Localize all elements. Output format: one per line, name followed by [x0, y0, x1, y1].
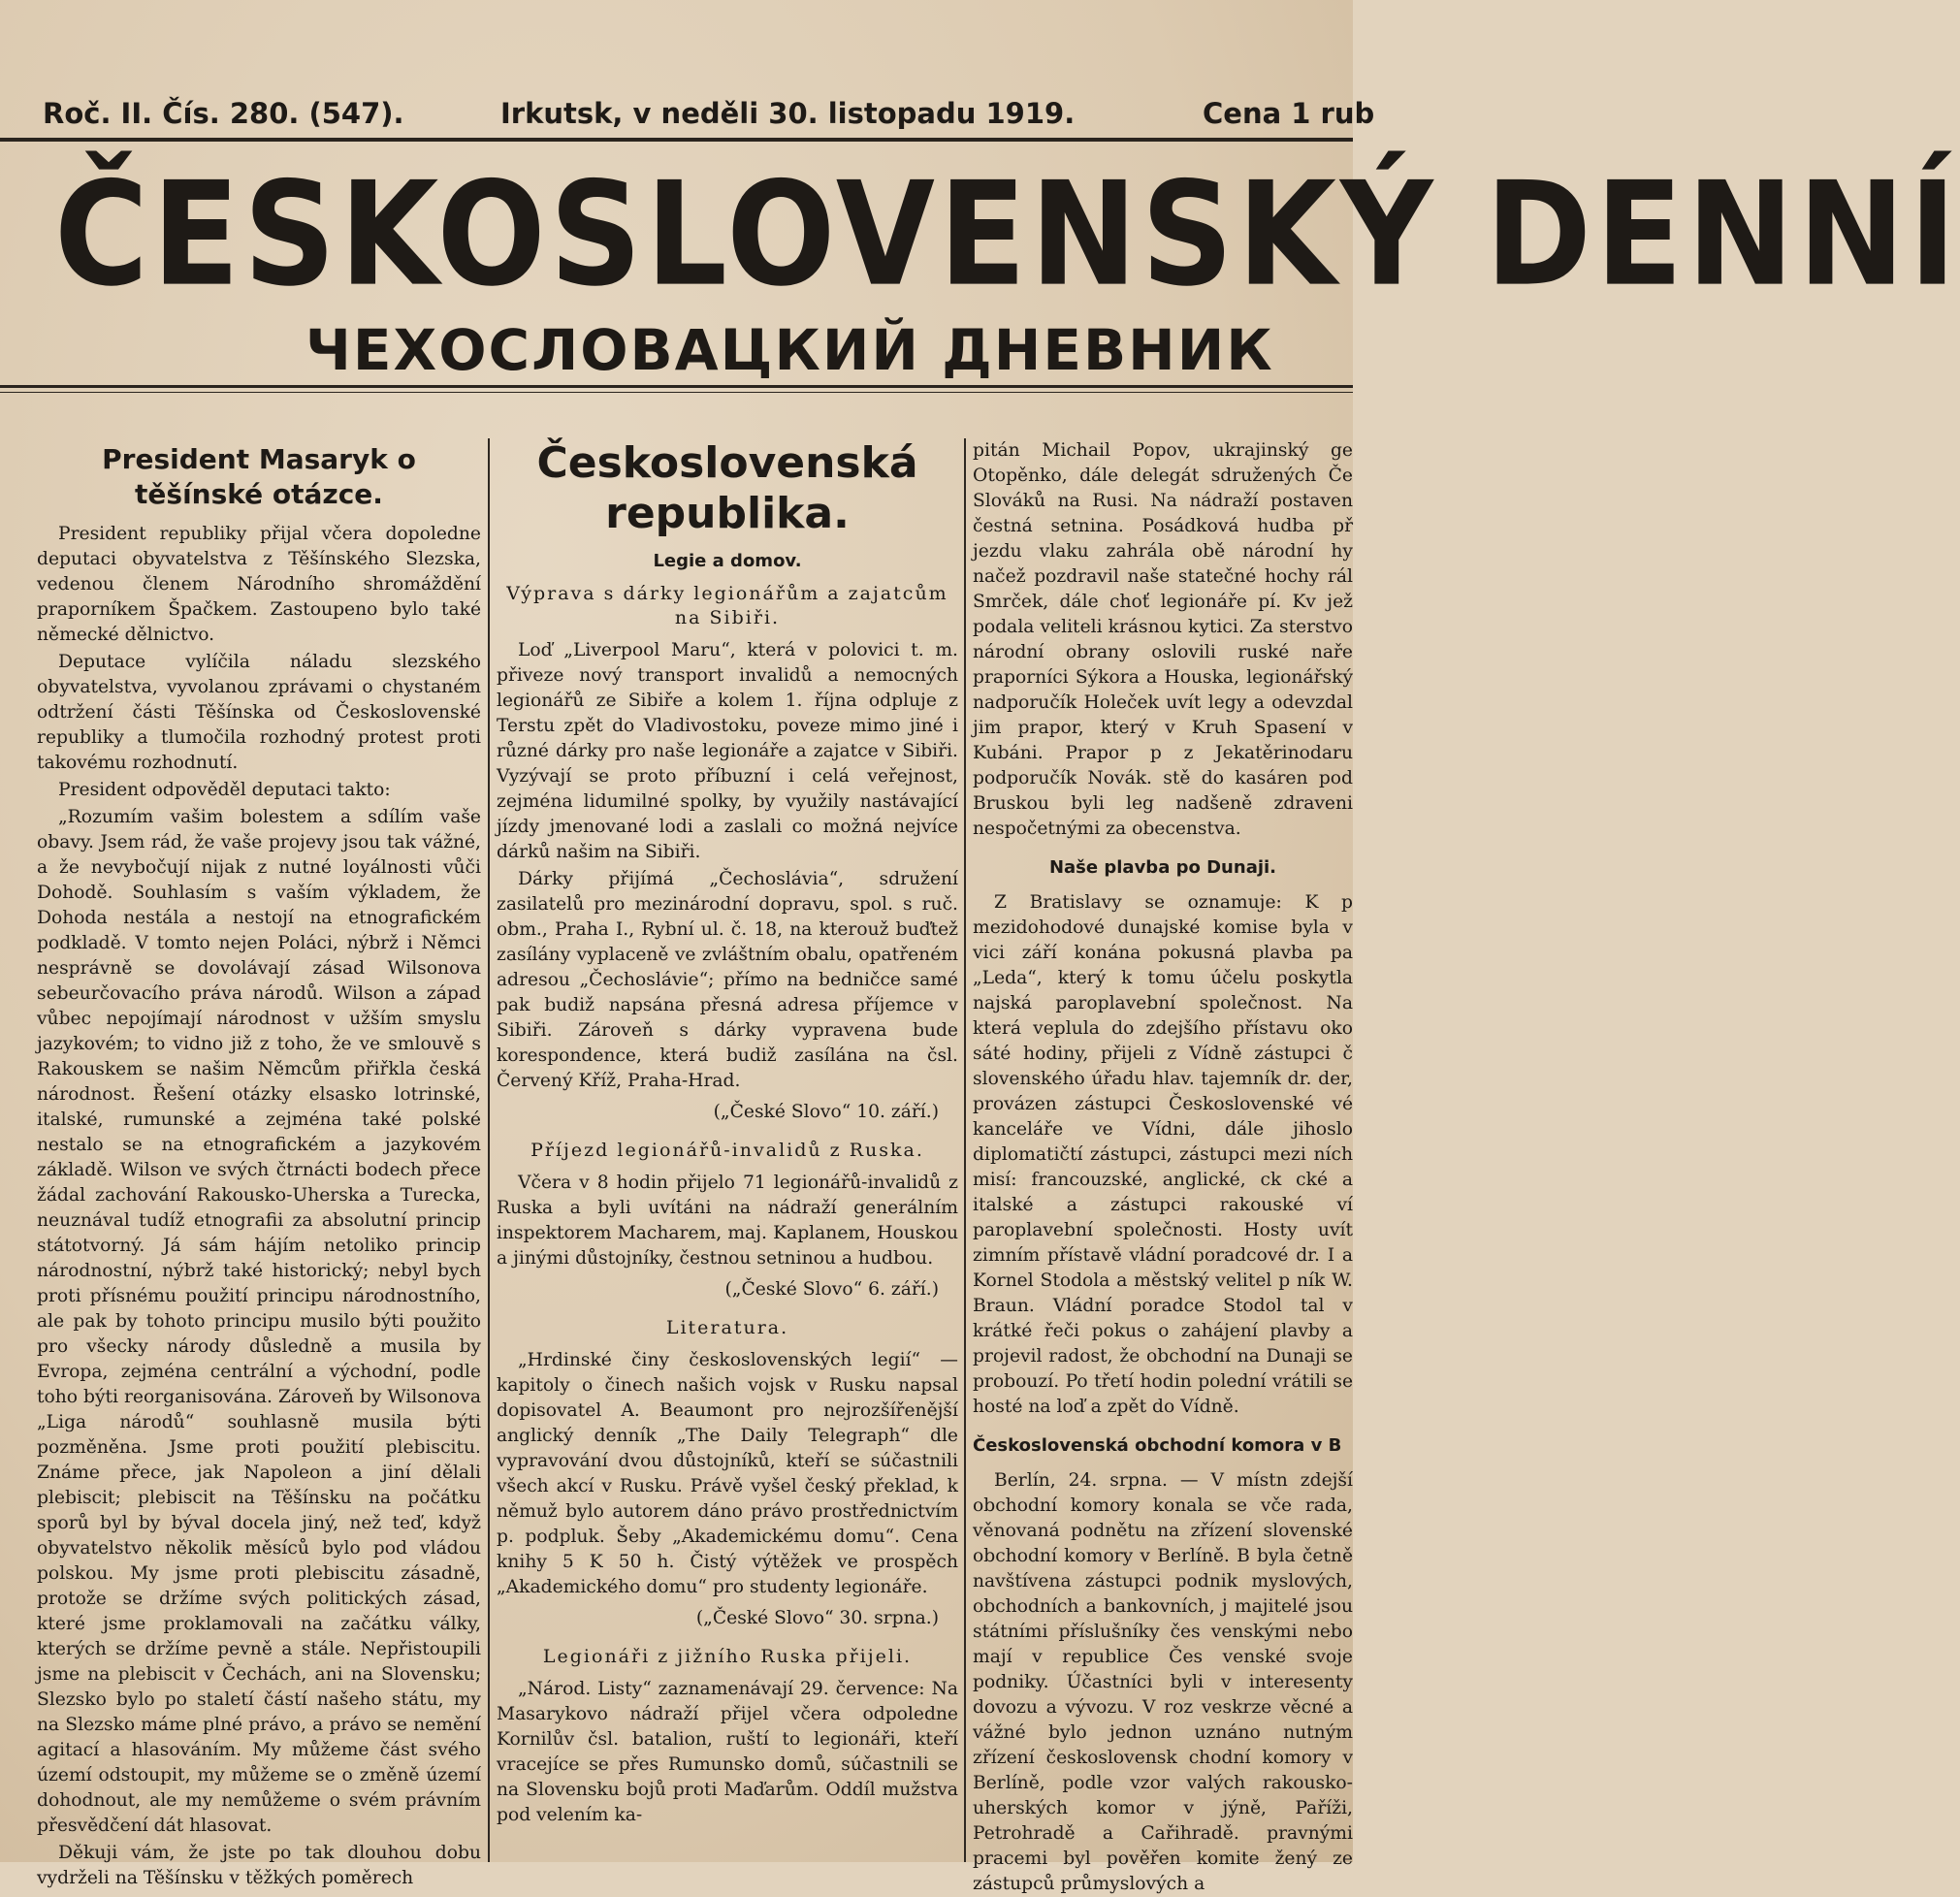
article-paragraph: Děkuji vám, že jste po tak dlouhou dobu vydrželi na Těšínsku v těžkých poměrech [37, 1843, 481, 1888]
article-paragraph: President odpověděl deputaci takto: [58, 780, 391, 800]
column-2 [497, 438, 958, 1862]
article-paragraph: Berlín, 24. srpna. — V místn zdejší obchodní komory konala se vče rada, věnovaná podnětu na zřízení slovenské obchodní komory v Berlíně. B byla četně navštívena zástupci podnik myslových, obchodních a bankovních, j majitelé jsou státními příslušníky čes venskými nebo mají v republice Čes venské svoje podniky. Účastníci byli v interesenty dovozu a vývozu. V roz veskrze věcné a vážné bylo jednon uznáno nutným zřízení československ chodní komory v Berlíně, podle vzor valých rakousko-uherských komor v jýně, Paříži, Petrohradě a Cařihradě. pravnými pracemi byl pověřen komite žený ze zástupců průmyslových a [973, 1470, 1353, 1894]
masthead-topline [0, 97, 1375, 140]
article-paragraph: Deputace vylíčila náladu slezského obyvatelstva, vyvolanou zprávami o chystaném odtržení části Těšínska od Československé republiky a tlumočila rozhodný protest proti takovému rozhodnutí. [37, 652, 481, 773]
article-title-literatura: Literatura. [665, 1317, 789, 1338]
masthead-rule-top [0, 138, 1353, 142]
article-title-komora: Československá obchodní komora v B [973, 1435, 1342, 1456]
article-source: („České Slovo“ 6. září.) [724, 1279, 939, 1300]
place-date: Irkutsk, v neděli 30. listopadu 1919. [500, 97, 1076, 130]
article-paragraph: Loď „Liverpool Maru“, která v polovici t. m. přiveze nový transport invalidů a nemocných legionářů ze Sibiře a kolem 1. října odplujе z Terstu zpět do Vladivostoku, poveze mimo jiné i různé dárky pro naše legionáře a zajatce v Sibiři. Vyzývají se proto příbuzní i celá veřejnost, zejména lidumilné spolky, by využily nastávající jízdy jmenované lodi a zaslali co možná nejvíce dárků našim na Sibiři. [497, 640, 958, 862]
masthead-rule-bottom-1 [0, 385, 1353, 388]
section-subhead: Legie a domov. [653, 551, 802, 571]
article-paragraph: „Národ. Listy“ zaznamenávají 29. července: Na Masarykovo nádraží přijel včera odpoledne Kornilův čsl. batalion, ruští to legionáři, kteří vracejíce se přes Rumunsko domů, súčastnili se na Slovensku bojů proti Maďarům. Oddíl mužstva pod velením ka- [497, 1679, 958, 1825]
article-title-prijezd: Příjezd legionářů-invalidů z Ruska. [530, 1140, 924, 1161]
article-headline-masaryk: President Masaryk o těšínské otázce. [102, 443, 416, 510]
column-3 [973, 438, 1353, 1894]
article-paragraph: „Hrdinské činy československých legií“ — kapitoly o činech našich vojsk v Rusku napsal dopisovatel A. Beaumont pro nejrozšířenější anglický denník „The Daily Telegraph“ dle vypravování dvou důstojníků, kteří se súčastnili všech akcí v Rusku. Právě vyšel český překlad, k němuž bylo autorem dáno právo prostřednictvím p. podpluk. Šeby „Akademickému domu“. Cena knihy 5 K 50 h. Čistý výtěžek ve prospěch „Akademického domu“ pro studenty legionáře. [497, 1350, 958, 1597]
article-paragraph: Včera v 8 hodin přijelo 71 legionářů-invalidů z Ruska a byli uvítáni na nádraží generálním inspektorem Macharem, maj. Kaplanem, Houskou a jinými důstojníky, čestnou setninou a hudbou. [497, 1173, 958, 1269]
column-divider-1 [488, 438, 490, 1862]
article-paragraph: Dárky přijímá „Čechoslávia“, sdružení zasilatelů pro mezinárodní dopravu, spol. s ruč. obm., Praha I., Rybní ul. č. 18, na kterouž buďtež zasílány vyplaceně ve zvláštním obalu, opatřeném adresou „Čechoslávie“; přímo na bedničce samé pak budiž napsána přesná adresa příjemce v Sibiři. Zároveň s dárky vypravena bude korespondence, která budiž zasílána na čsl. Červený Kříž, Praha-Hrad. [497, 869, 958, 1091]
article-title-dunaj: Naše plavba po Dunaji. [1048, 857, 1277, 878]
article-source: („České Slovo“ 30. srpna.) [695, 1608, 939, 1628]
article-source: („České Slovo“ 10. září.) [713, 1102, 939, 1122]
article-title-legionari: Legionáři z jižního Ruska přijeli. [542, 1646, 913, 1667]
article-paragraph: Z Bratislavy se oznamuje: K p mezidohodové dunajské komise byla v vici září konána pokusná plavba pa „Leda“, který k tomu účelu poskytla najská paroplavební společnost. Na která veplula do zdejšího přístavu oko sáté hodiny, přijeli z Vídně zástupci č slovenského úřadu hlav. tajemník dr. der, provázen zástupci Československé vé kanceláře ve Vídni, dále jihoslo diplomatičtí zástupci, zástupci mezi ních misí: francouzské, anglické, ck cké a italské a zástupci rakouské ví paroplavební společnosti. Hosty uvít zimním přístavě vládní poradcové dr. I a Kornel Stodola a městský velitel p ník W. Braun. Vládní poradce Stodol tal v krátké řeči pokus o zahájení plavby a projevil radost, že obchodní na Dunaji se probouzí. Po třetí hodin polední vrátili se hosté na loď a zpět do Vídně. [973, 892, 1353, 1417]
article-paragraph: President republiky přijal včera dopoledne deputaci obyvatelstva z Těšínského Slezska, vedenou členem Národního shromáždění praporníkem Špačkem. Zastoupeno bylo také německé dělnictvo. [37, 524, 481, 645]
article-title-vyprava: Výprava s dárky legionářům a zajatcům na Sibiři. [506, 583, 948, 628]
section-headline-republika: Československá republika. [536, 438, 918, 538]
masthead-subtitle: ЧЕХОСЛОВАЦКИЙ ДНЕВНИК [305, 317, 1274, 383]
masthead-rule-bottom-2 [0, 392, 1353, 393]
column-divider-2 [964, 438, 966, 1862]
article-paragraph: „Rozumím vašim bolestem a sdílím vaše obavy. Jsem rád, že vaše projevy jsou tak vážné, a že nevybočují nijak z nutné loyálnosti vůči Dohodě. Souhlasím s vaším výkladem, že Dohoda nestála a nestojí na etnografickém podkladě. V tomto nejen Poláci, nýbrž i Němci nesprávně se dovolávají zásad Wilsonova sebeurčovacího práva národů. Wilson a západ vůbec nepojímají národnost v užším smyslu jazykovém; to vidno již z toho, že ve smlouvě s Rakouskem se našim Němcům přiřkla česká národnost. Řešení otázky elsasko lotrinské, italské, rumunské a zejména také polské nestalo se na etnografickém a jazykovém základě. Wilson ve svých čtrnácti bodech přece žádal zachování Rakousko-Uherska a Turecka, neuznával tudíž etnografii za absolutní princip státotvorný. Já sám hájím netoliko princip národnostní, nýbrž také historický; nebyl bych proti přísnému použití principu národnostního, ale pak by tohoto principu musilo býti použito pro všecky národy důsledně a musila by Evropa, zejména centrální a východní, podle toho býti reorganisována. Zároveň by Wilsonova „Liga národů“ souhlasně musila býti pozměněna. Jsme proti použití plebiscitu. Známe přece, jak Napoleon a jiní dělali plebiscit; plebiscit na Těšínsku na počátku sporů byl by býval docela jiný, než teď, když obyvatelstvo několik měsíců bylo pod vládou polskou. My jsme proti plebiscitu zásadně, protože se držíme svých politických zásad, které jsme proklamovali na začátku války, kterých se držíme pevně a stále. Nepřistoupili jsme na plebiscit v Čechách, ani na Slovensku; Slezsko bylo po staletí částí našeho státu, my na Slezsko máme plné právo, a právo se nemění agitací a hlasováním. My můžeme část svého území odstoupit, my můžeme se o změně území dohodnout, ale my nemůžeme o svém právním přesvědčení dát hlasovat. [37, 807, 481, 1836]
column-1 [37, 438, 481, 1888]
article-paragraph: pitán Michail Popov, ukrajinský ge Otopěnko, dále delegát sdružených Če Slováků na Rusi. Na nádraží postaven čestná setnina. Posádková hudba př jezdu vlaku zahrála obě národní hy načež pozdravil naše statečné hochy rál Smrček, dále choť legionáře pí. Kv jež podala veliteli krásnou kytici. Za sterstvo národní obrany oslovili ruské naře praporníci Sýkora a Houska, legionářský nadporučík Holeček uvít legy a odevzdal jim prapor, který v Kruh Spasení v Kubáni. Prapor p z Jekatěrinodaru podporučík Novák. stě do kasáren pod Bruskou byli leg nadšeně zdraveni nespočetnými za obecenstva. [973, 440, 1353, 839]
masthead-title: ČESKOSLOVENSKÝ DENNÍ [54, 151, 1960, 319]
issue-number: Roč. II. Čís. 280. (547). [43, 97, 404, 130]
price: Cena 1 rub [1203, 97, 1375, 130]
